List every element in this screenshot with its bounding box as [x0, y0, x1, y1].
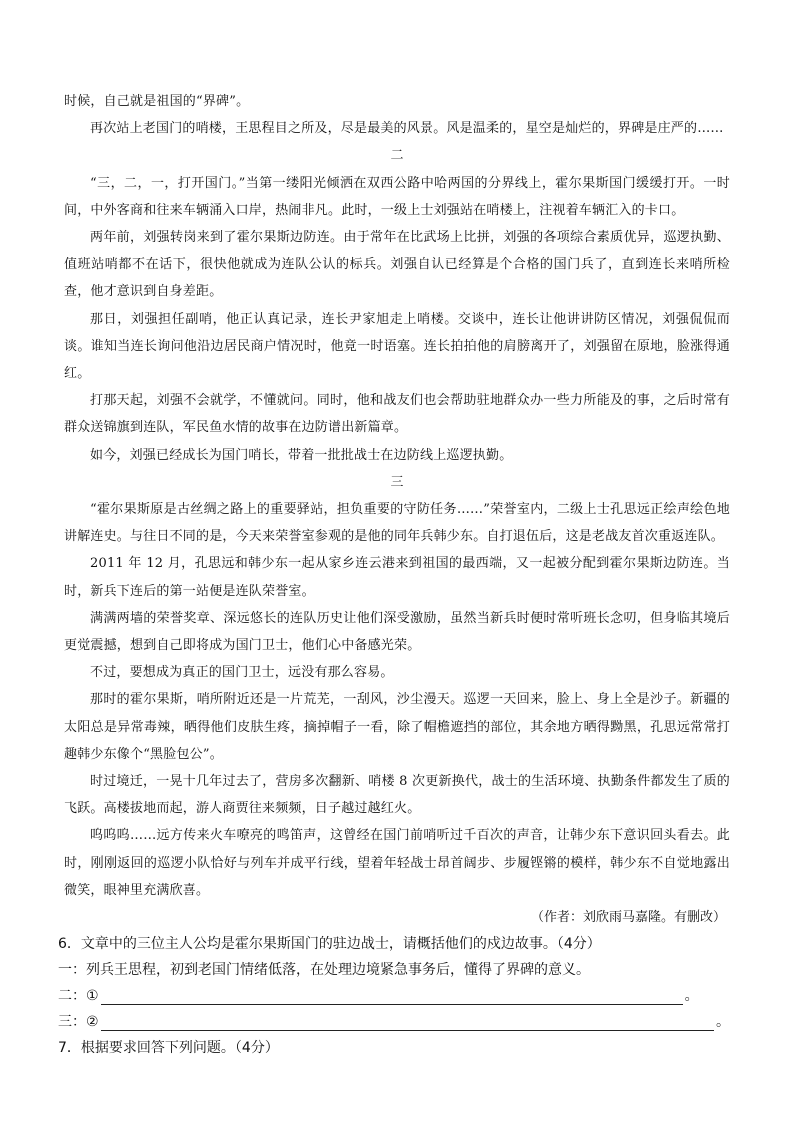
- answer-blank[interactable]: [101, 986, 683, 1005]
- paragraph: 再次站上老国门的哨楼，王思程目之所及，尽是最美的风景。风是温柔的，星空是灿烂的，界碑是庄严的……: [90, 121, 724, 137]
- answer-end: 。: [684, 988, 699, 1005]
- paragraph: 如今，刘强已经成长为国门哨长，带着一批批战士在边防线上巡逻执勤。: [90, 447, 513, 463]
- paragraph: 时过境迁，一晃十几年过去了，营房多次翻新、哨楼 8 次更新换代，战士的生活环境、执勤条件都发生了质的飞跃。高楼拔地而起，游人商贾往来频频，日子越过越红火。: [64, 774, 730, 817]
- paragraph: “霍尔果斯原是古丝绸之路上的重要驿站，担负重要的守防任务……”荣誉室内，二级上士孔思远正绘声绘色地讲解连史。与往日不同的是，今天来荣誉室参观的是他的同年兵韩少东。自打退伍后，这是老战友首次重返连队。: [64, 502, 730, 545]
- section-number: 二: [390, 148, 404, 164]
- paragraph: 那日，刘强担任副哨，他正认真记录，连长尹家旭走上哨楼。交谈中，连长让他讲讲防区情况，刘强侃侃而谈。谁知当连长询问他沿边居民商户情况时，他竟一时语塞。连长拍拍他的肩膀离开了，刘强留在原地，脸涨得通红。: [64, 311, 730, 382]
- paragraph: 两年前，刘强转岗来到了霍尔果斯边防连。由于常年在比武场上比拼，刘强的各项综合素质优异，巡逻执勤、值班站哨都不在话下，很快他就成为连队公认的标兵。刘强自认已经算是个合格的国门兵了，直到连长来哨所检查，他才意识到自身差距。: [64, 230, 730, 300]
- answer-line-3: [58, 1009, 730, 1035]
- answer-blank[interactable]: [101, 1012, 714, 1031]
- paragraph: 不过，要想成为真正的国门卫士，远没有那么容易。: [90, 665, 394, 681]
- paragraph: 呜呜呜……远方传来火车嘹亮的鸣笛声，这曾经在国门前哨听过千百次的声音，让韩少东下意识回头看去。此时，刚刚返回的巡逻小队恰好与列车并成平行线，望着年轻战士昂首阔步、步履铿锵的模样，韩少东不自觉地露出微笑，眼神里充满欣喜。: [64, 828, 730, 898]
- answer-prefix: 二：①: [58, 988, 99, 1005]
- question-6-answer-1: 一：列兵王思程，初到老国门情绪低落，在处理边境紧急事务后，懂得了界碑的意义。: [58, 962, 590, 979]
- answer-line-2: [58, 983, 730, 1009]
- questions-section: [58, 931, 730, 1061]
- article-body: [58, 88, 730, 1061]
- paragraph: 打那天起，刘强不会就学，不懂就问。同时，他和战友们也会帮助驻地群众办一些力所能及的事，之后时常有群众送锦旗到连队，军民鱼水情的故事在边防谱出新篇章。: [64, 393, 730, 436]
- question-6: 6．文章中的三位主人公均是霍尔果斯国门的驻边战士，请概括他们的戍边故事。（4分）: [58, 936, 601, 953]
- author-signature: （作者：刘欣雨马嘉隆。有删改）: [530, 910, 726, 926]
- paragraph: “三，二，一，打开国门。”当第一缕阳光倾洒在双西公路中哈两国的分界线上，霍尔果斯国门缓缓打开。一时间，中外客商和往来车辆涌入口岸，热闹非凡。此时，一级上士刘强站在哨楼上，注视着车辆汇入的卡口。: [64, 175, 730, 218]
- answer-prefix: 三：②: [58, 1014, 99, 1031]
- question-7: 7．根据要求回答下列问题。（4分）: [58, 1040, 279, 1057]
- paragraph: 2011 年 12 月，孔思远和韩少东一起从家乡连云港来到祖国的最西端，又一起被分配到霍尔果斯边防连。当时，新兵下连后的第一站便是连队荣誉室。: [64, 556, 730, 599]
- paragraph: 时候，自己就是祖国的“界碑”。: [64, 94, 250, 109]
- section-number: 三: [390, 474, 404, 490]
- answer-end: 。: [716, 1014, 730, 1031]
- paragraph: 那时的霍尔果斯，哨所附近还是一片荒芜，一刮风，沙尘漫天。巡逻一天回来，脸上、身上全是沙子。新疆的太阳总是异常毒辣，晒得他们皮肤生疼，摘掉帽子一看，除了帽檐遮挡的部位，其余地方晒得黝黑，孔思远常常打趣韩少东像个“黑脸包公”。: [64, 692, 730, 762]
- paragraph: 满满两墙的荣誉奖章、深远悠长的连队历史让他们深受激励，虽然当新兵时便时常听班长念叨，但身临其境后更觉震撼，想到自己即将成为国门卫士，他们心中备感光荣。: [64, 610, 730, 654]
